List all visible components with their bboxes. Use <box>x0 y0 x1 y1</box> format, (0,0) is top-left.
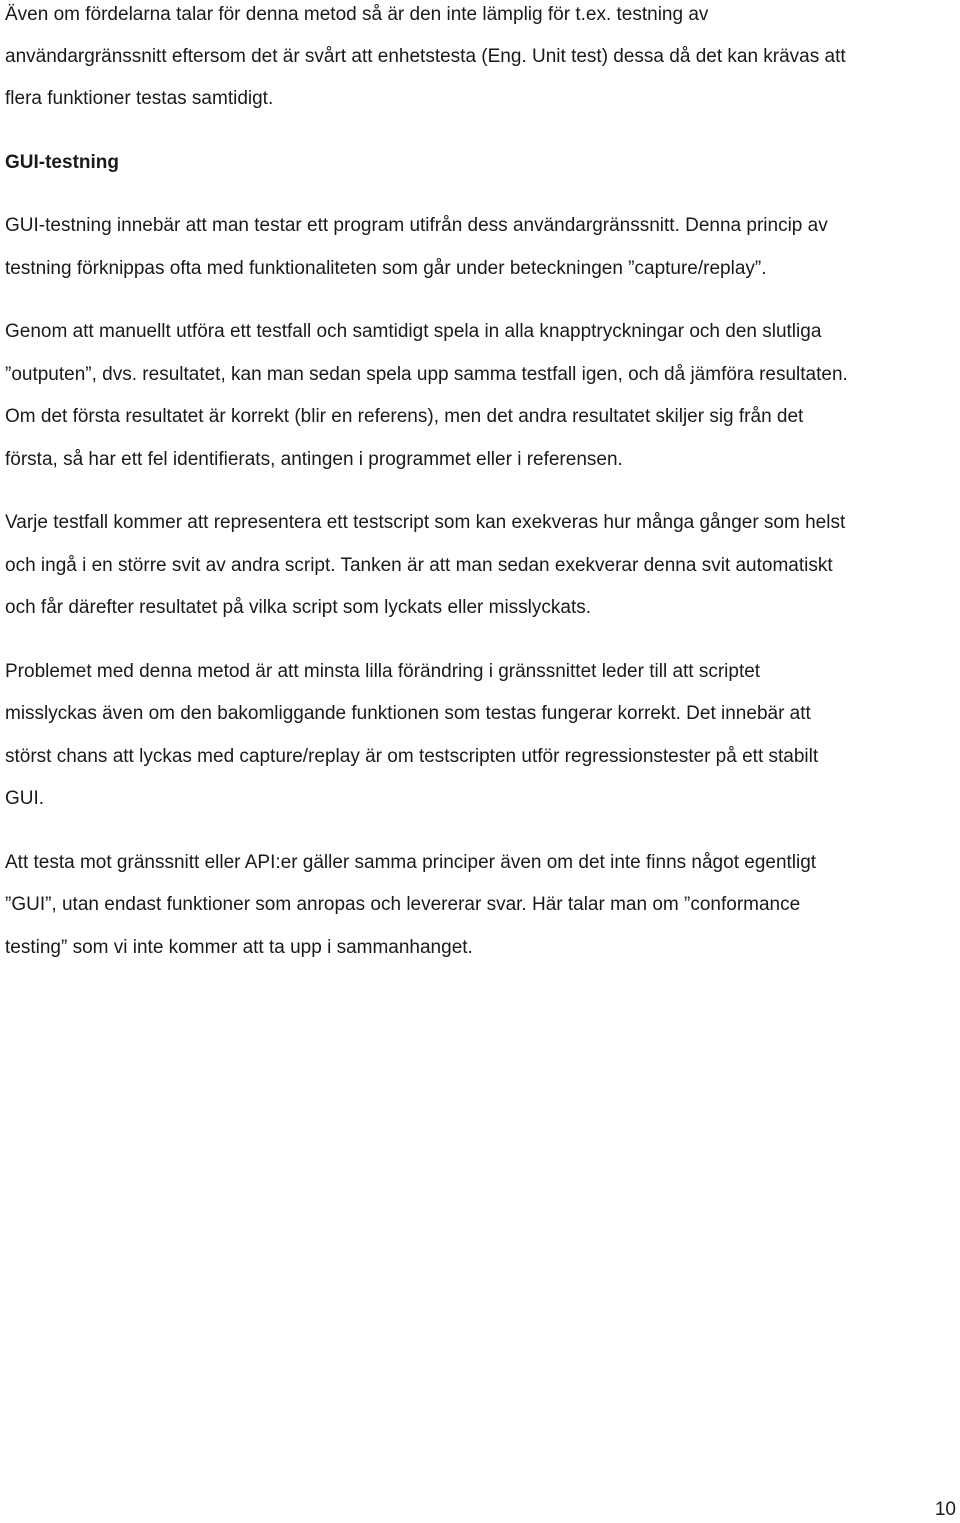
intro-line: Även om fördelarna talar för denna metod så är den inte lämplig för t.ex. testning av <box>5 4 709 25</box>
paragraph-line: testing” som vi inte kommer att ta upp i sammanhanget. <box>5 937 473 958</box>
paragraph-line: första, så har ett fel identifierats, antingen i programmet eller i referensen. <box>5 449 623 470</box>
paragraph-line: Problemet med denna metod är att minsta lilla förändring i gränssnittet leder till att scriptet <box>5 661 761 682</box>
paragraph-line: störst chans att lyckas med capture/replay är om testscripten utför regressionstester på ett stabilt <box>5 746 819 767</box>
paragraph-line: misslyckas även om den bakomliggande funktionen som testas fungerar korrekt. Det innebär att <box>5 703 811 724</box>
paragraph-line: GUI. <box>5 788 45 809</box>
paragraph-line: ”GUI”, utan endast funktioner som anropas och levererar svar. Här talar man om ”conformance <box>5 894 801 915</box>
paragraph-line: och får därefter resultatet på vilka script som lyckats eller misslyckats. <box>5 597 592 618</box>
paragraph-line: Att testa mot gränssnitt eller API:er gäller samma principer även om det inte finns något egentligt <box>5 852 817 873</box>
paragraph-line: GUI-testning innebär att man testar ett program utifrån dess användargränssnitt. Denna princip av <box>5 215 828 236</box>
paragraph-line: ”outputen”, dvs. resultatet, kan man sedan spela upp samma testfall igen, och då jämföra resultaten. <box>5 364 848 385</box>
intro-line: flera funktioner testas samtidigt. <box>5 88 274 109</box>
paragraph-line: och ingå i en större svit av andra script. Tanken är att man sedan exekverar denna svit automatiskt <box>5 555 833 576</box>
paragraph-line: Om det första resultatet är korrekt (blir en referens), men det andra resultatet skiljer sig från det <box>5 406 804 427</box>
intro-line: användargränssnitt eftersom det är svårt att enhetstesta (Eng. Unit test) dessa då det kan krävas att <box>5 46 846 67</box>
paragraph-line: Genom att manuellt utföra ett testfall och samtidigt spela in alla knapptryckningar och den slutliga <box>5 321 822 342</box>
paragraph-line: Varje testfall kommer att representera ett testscript som kan exekveras hur många gånger som helst <box>5 512 846 533</box>
paragraph-line: testning förknippas ofta med funktionaliteten som går under beteckningen ”capture/replay”. <box>5 258 767 279</box>
section-heading: GUI-testning <box>5 152 119 173</box>
page-number: 10 <box>934 1499 956 1520</box>
